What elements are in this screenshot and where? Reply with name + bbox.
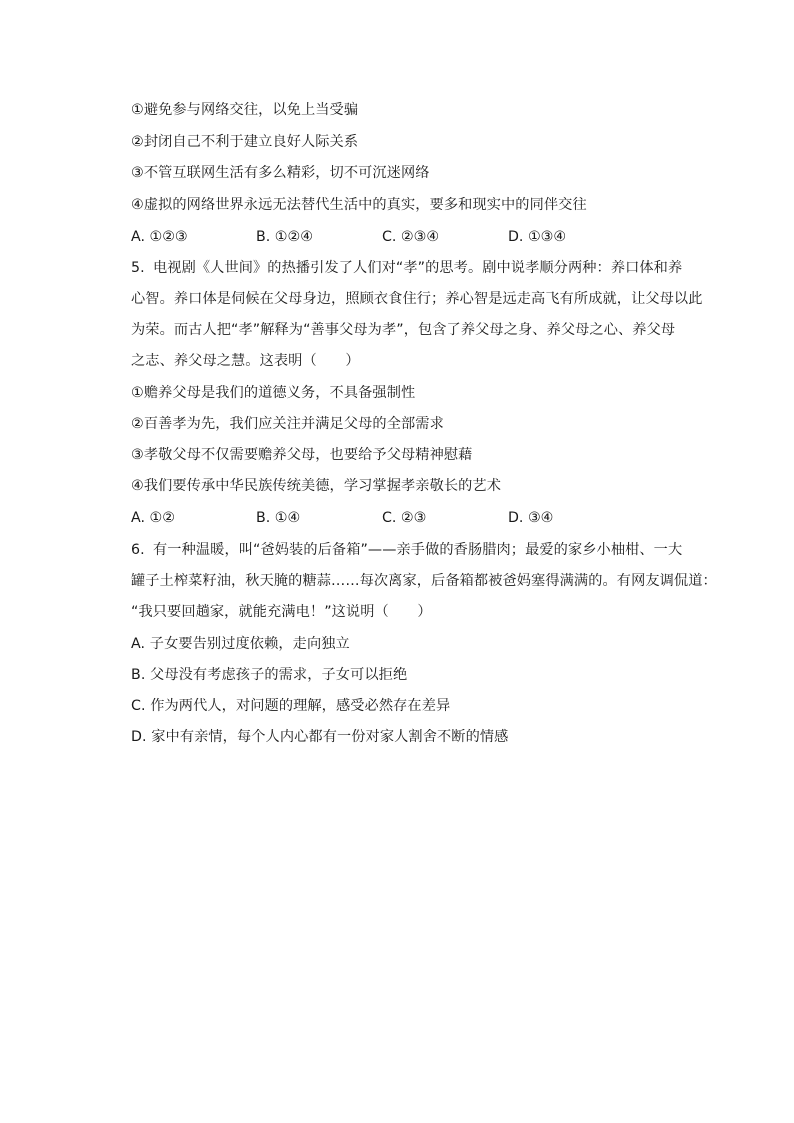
q5-statement-2: ②百善孝为先，我们应关注并满足父母的全部需求 bbox=[131, 416, 444, 432]
q6-option-a: A. 子女要告别过度依赖，走向独立 bbox=[131, 636, 350, 652]
q4-statement-1: ①避免参与网络交往，以免上当受骗 bbox=[131, 102, 359, 118]
q4-option-b: B. ①②④ bbox=[256, 229, 313, 245]
q5-statement-4: ④我们要传承中华民族传统美德，学习掌握孝亲敬长的艺术 bbox=[131, 478, 502, 494]
q6-stem-line-3: “我只要回趟家，就能充满电！”这说明（ ） bbox=[131, 604, 432, 620]
q5-option-d: D. ③④ bbox=[508, 510, 554, 526]
q6-stem-line-2: 罐子土榨菜籽油，秋天腌的糖蒜……每次离家，后备箱都被爸妈塞得满满的。有网友调侃道： bbox=[131, 573, 717, 589]
q5-number: 5. bbox=[131, 260, 145, 276]
q4-statement-3: ③不管互联网生活有多么精彩，切不可沉迷网络 bbox=[131, 165, 430, 181]
q5-option-a: A. ①② bbox=[131, 510, 175, 526]
q4-option-a: A. ①②③ bbox=[131, 229, 188, 245]
q5-option-b: B. ①④ bbox=[256, 510, 301, 526]
q5-option-c: C. ②③ bbox=[382, 510, 427, 526]
q5-stem-line-3: 为荣。而古人把“孝”解释为“善事父母为孝”，包含了养父母之身、养父母之心、养父母 bbox=[131, 322, 676, 338]
q5-stem-line-1: 5. 电视剧《人世间》的热播引发了人们对“孝”的思考。剧中说孝顺分两种：养口体和养 bbox=[131, 260, 683, 276]
q6-option-d: D. 家中有亲情，每个人内心都有一份对家人割舍不断的情感 bbox=[131, 729, 509, 745]
q4-statement-4: ④虚拟的网络世界永远无法替代生活中的真实，要多和现实中的同伴交往 bbox=[131, 197, 587, 213]
q4-option-d: D. ①③④ bbox=[508, 229, 567, 245]
q5-statement-1: ①赡养父母是我们的道德义务，不具备强制性 bbox=[131, 385, 416, 401]
q6-stem-line-1: 6. 有一种温暖，叫“爸妈装的后备箱”——亲手做的香肠腊肉；最爱的家乡小柚柑、一大 bbox=[131, 542, 683, 558]
q5-statement-3: ③孝敬父母不仅需要赡养父母，也要给予父母精神慰藉 bbox=[131, 447, 473, 463]
q6-option-c: C. 作为两代人，对问题的理解，感受必然存在差异 bbox=[131, 698, 451, 714]
q4-statement-2: ②封闭自己不利于建立良好人际关系 bbox=[131, 134, 359, 150]
q6-option-b: B. 父母没有考虑孩子的需求，子女可以拒绝 bbox=[131, 667, 408, 683]
q5-stem-line-4: 之志、养父母之慧。这表明（ ） bbox=[131, 353, 360, 369]
q5-stem-line-2: 心智。养口体是伺候在父母身边，照顾衣食住行；养心智是远走高飞有所成就，让父母以此 bbox=[131, 291, 703, 307]
q6-number: 6. bbox=[131, 542, 145, 558]
q4-option-c: C. ②③④ bbox=[382, 229, 440, 245]
